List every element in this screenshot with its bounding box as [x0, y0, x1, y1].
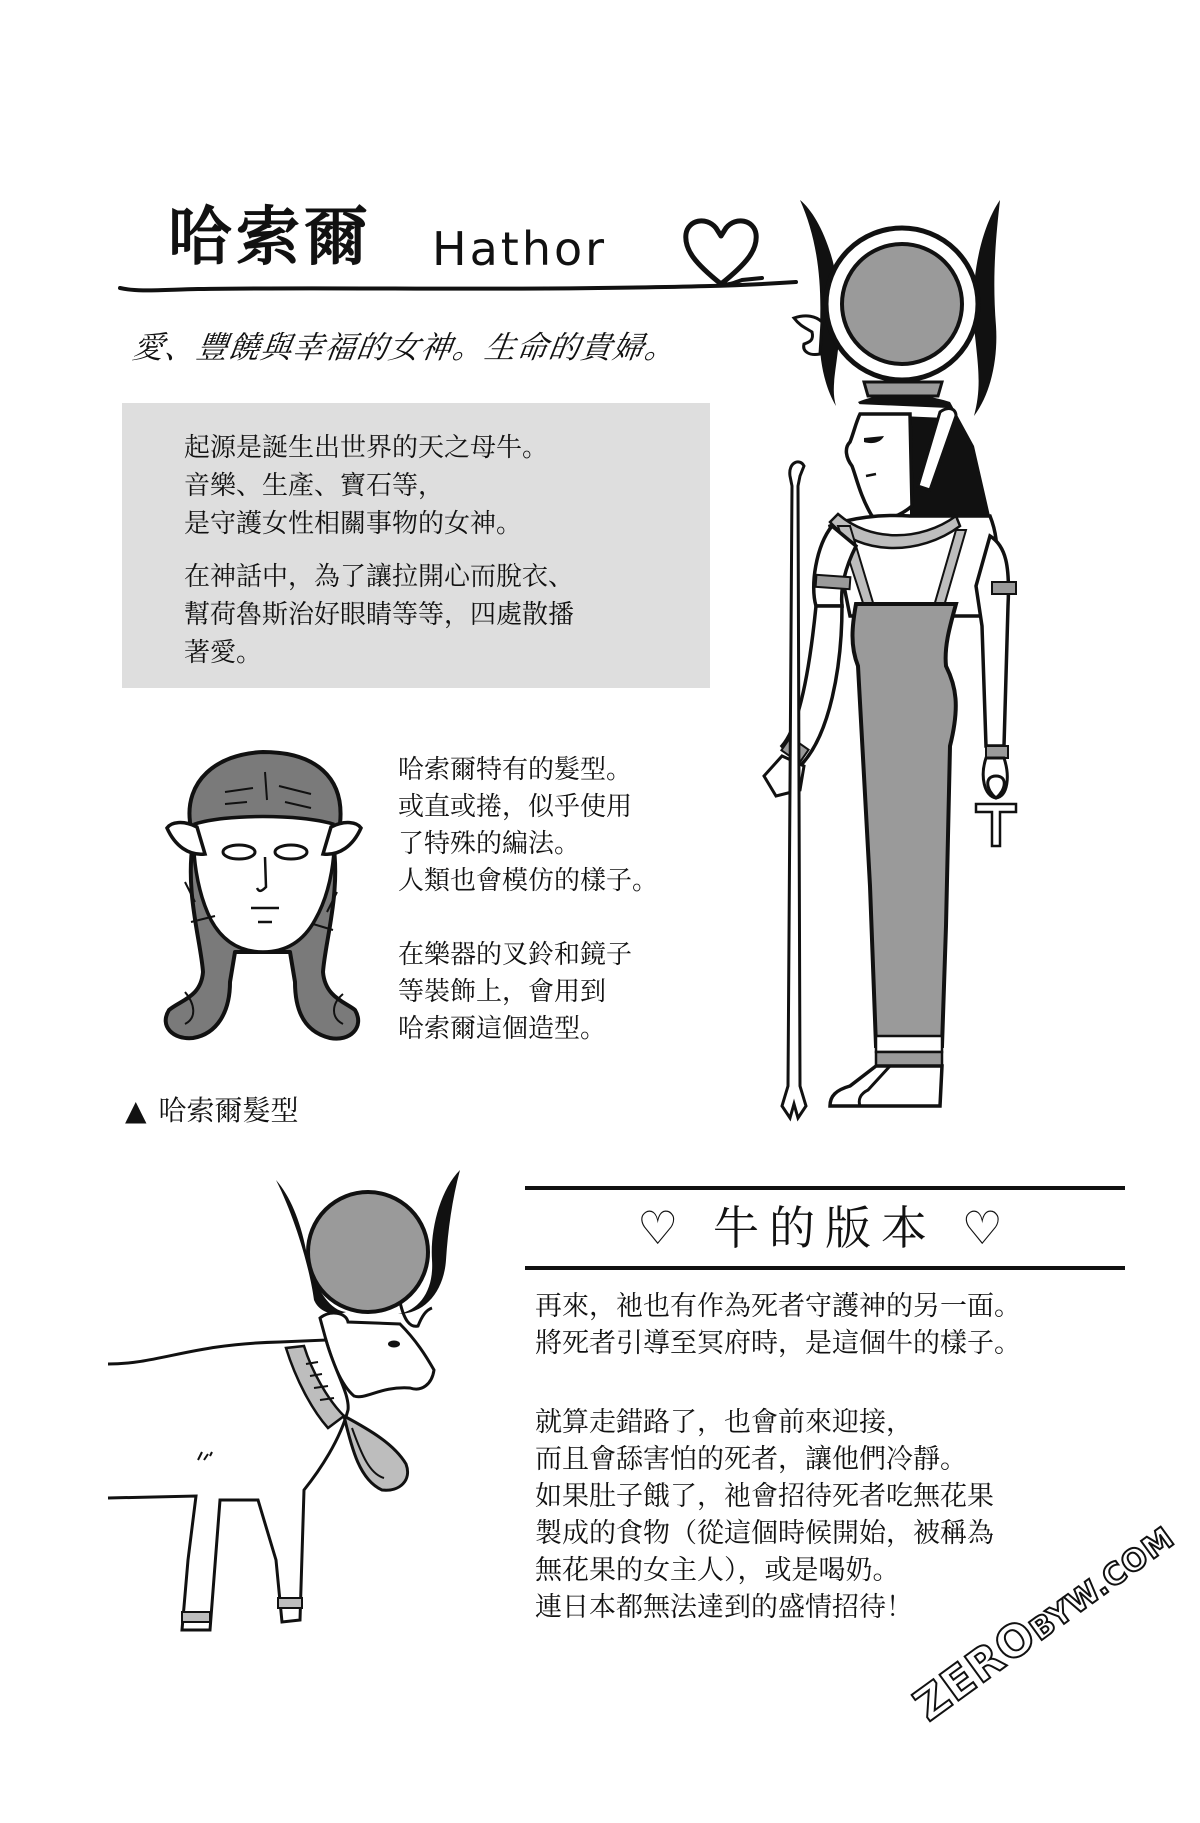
- hathor-hairstyle-illustration: [155, 742, 370, 1047]
- info-line: 音樂、生產、寶石等，: [184, 471, 445, 501]
- hathor-goddess-illustration: [760, 186, 1110, 1142]
- cow-section-heading: [525, 1196, 1125, 1260]
- cow-line: 製成的食物（從這個時候開始，被稱為: [535, 1518, 994, 1549]
- heading-rule-bottom: [525, 1266, 1125, 1270]
- cow-heading-text: 牛的版本: [713, 1201, 937, 1255]
- info-line: 著愛。: [184, 638, 263, 668]
- heart-outline-icon: ♡: [961, 1201, 1013, 1255]
- caption-text: 哈索爾髮型: [158, 1094, 299, 1127]
- cow-paragraph-hospitality: [535, 1404, 994, 1626]
- hair-line: 在樂器的叉鈴和鏡子: [398, 940, 633, 970]
- triangle-marker-icon: ▲: [125, 1094, 147, 1127]
- info-line: 是守護女性相關事物的女神。: [184, 509, 523, 539]
- page-title-chinese: 哈索爾: [168, 201, 372, 275]
- subtitle: 愛、豐饒與幸福的女神。生命的貴婦。: [130, 330, 680, 366]
- heading-rule-top: [525, 1186, 1125, 1190]
- heart-outline-icon: ♡: [637, 1201, 689, 1255]
- paragraph-gap: [398, 900, 658, 937]
- hathor-cow-illustration: [100, 1160, 480, 1640]
- info-line: 在神話中，為了讓拉開心而脫衣、: [184, 562, 575, 592]
- hair-line: 了特殊的編法。: [398, 829, 581, 859]
- cow-line: 而且會舔害怕的死者，讓他們冷靜。: [535, 1444, 967, 1475]
- hair-line: 哈索爾特有的髮型。: [398, 755, 633, 785]
- hair-line: 或直或捲，似乎使用: [398, 792, 633, 822]
- hairstyle-caption: [125, 1094, 299, 1128]
- cow-paragraph-guardian: [535, 1288, 1021, 1362]
- cow-line: 再來，祂也有作為死者守護神的另一面。: [535, 1291, 1021, 1322]
- hairstyle-description: [398, 752, 658, 1048]
- hair-line: 等裝飾上，會用到: [398, 977, 607, 1007]
- info-box: [122, 403, 710, 688]
- page-title-english: Hathor: [432, 222, 608, 276]
- info-line: 幫荷魯斯治好眼睛等等，四處散播: [184, 600, 575, 630]
- cow-line: 如果肚子餓了，祂會招待死者吃無花果: [535, 1481, 994, 1512]
- info-paragraph-origin: [184, 429, 548, 543]
- watermark-suffix: BYW.COM: [1023, 1520, 1182, 1649]
- cow-line: 連日本都無法達到的盛情招待！: [535, 1592, 913, 1623]
- watermark-main: ZERO: [905, 1609, 1047, 1732]
- hair-line: 哈索爾這個造型。: [398, 1014, 607, 1044]
- hair-line: 人類也會模仿的樣子。: [398, 866, 659, 896]
- info-paragraph-myth: [184, 558, 574, 672]
- cow-line: 將死者引導至冥府時，是這個牛的樣子。: [535, 1328, 1021, 1359]
- cow-line: 就算走錯路了，也會前來迎接，: [535, 1407, 913, 1438]
- info-line: 起源是誕生出世界的天之母牛。: [184, 433, 549, 463]
- title-underline-divider: [118, 274, 798, 304]
- cow-line: 無花果的女主人），或是喝奶。: [535, 1555, 900, 1586]
